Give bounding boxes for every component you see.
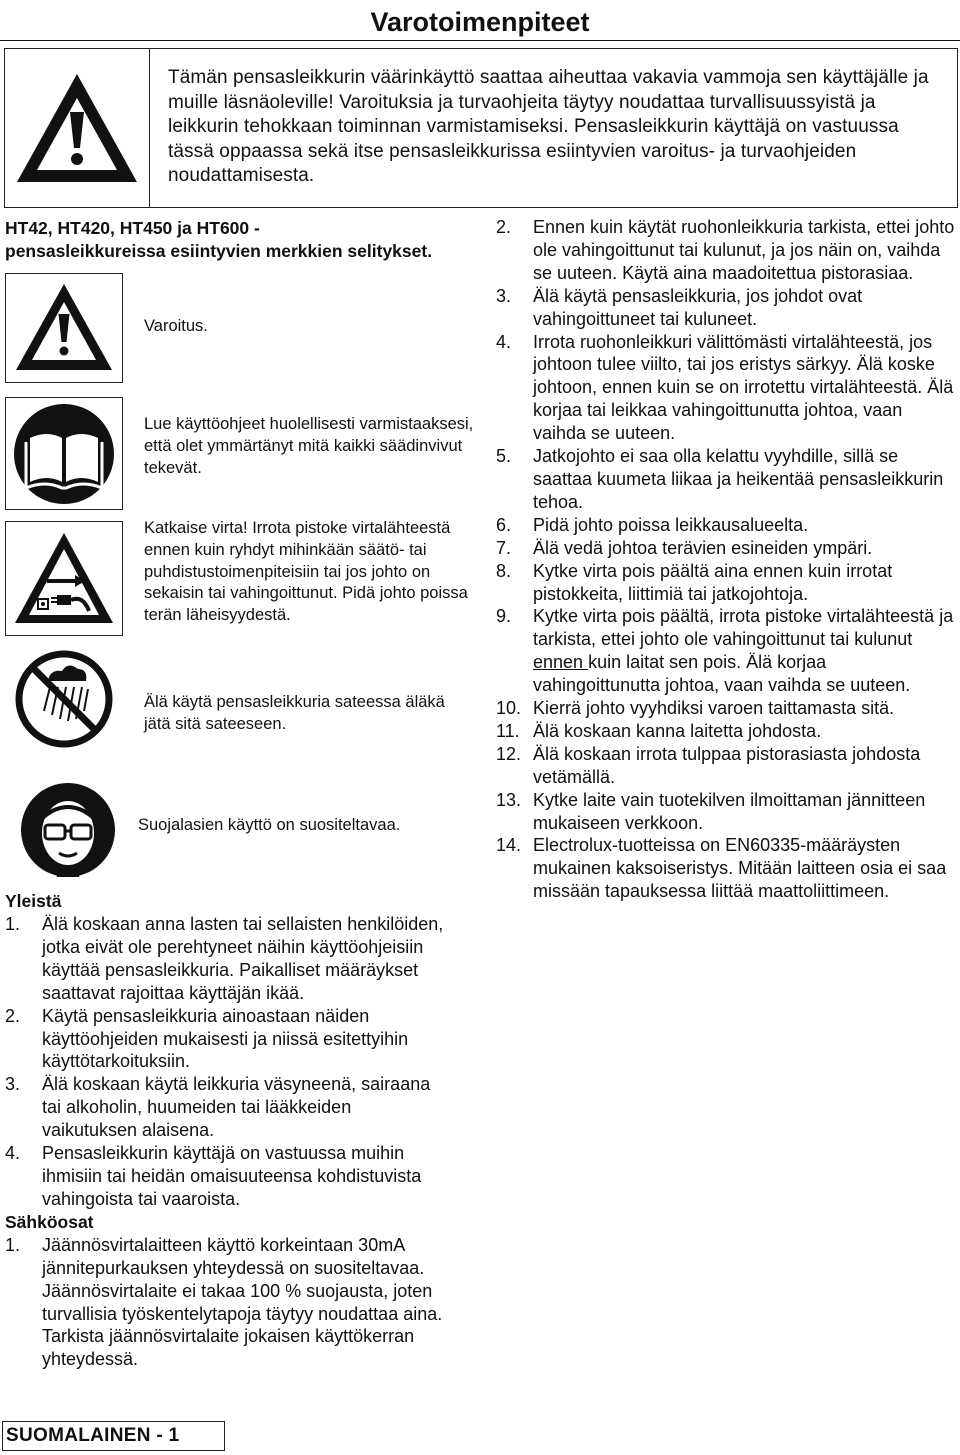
list-item: 1. Älä koskaan anna lasten tai sellaisten henkilöiden, jotka eivät ole perehtyneet näihin käyttöohjeisiin käyttää pensasleikkuria. Paikalliset määräykset saattavat rajoittaa käyttäjän ikää. — [5, 914, 444, 1003]
electrical-list-left — [5, 1234, 450, 1371]
symbols-heading — [5, 217, 485, 263]
list-item: 10. Kierrä johto vyyhdiksi varoen taittamasta sitä. — [496, 698, 895, 719]
general-heading: Yleistä — [5, 891, 62, 911]
warning-text: Tämän pensasleikkurin väärinkäyttö saattaa aiheuttaa vakavia vammoja sen käyttäjälle ja muille läsnäoleville! Varoituksia ja turvaohjeita täytyy noudattaa turvallisuussyistä ja leikkurin tehokkaan toiminnan varmistamiseksi. Pensasleikkurin käyttäjä on vastuussa tässä oppaassa sekä itse pensasleikkurissa esiintyvien varoitus- ja turvaohjeiden noudattamisesta. — [168, 67, 929, 186]
safety-glasses-icon — [19, 781, 117, 879]
list-item: 1. Jäännösvirtalaitteen käyttö korkeintaan 30mA jännitepurkauksen yhteydessä on suositeltavaa. Jäännösvirtalaite ei takaa 100 % suojausta, joten turvallisia työskentelytapoja täytyy noudattaa aina. Tarkista jäännösvirtalaite jokaisen käyttökerran yhteydessä. — [5, 1234, 443, 1370]
unplug-warning-icon — [11, 529, 117, 629]
list-item: 4. Irrota ruohonleikkuri välittömästi virtalähteestä, jos johtoon tulee viilto, tai jos eristys särkyy. Älä koske johtoon, ennen kuin se on irrotettu virtalähteestä. Älä korjaa tai leikkaa vahingoittunutta johtoa, vaan vaihda se uuteen. — [496, 331, 954, 444]
list-item: 4. Pensasleikkurin käyttäjä on vastuussa muihin ihmisiin tai heidän omaisuuteensa kohdistuvista vahingoista tai vaaroista. — [5, 1143, 422, 1209]
list-item: 8. Kytke virta pois päältä aina ennen kuin irrotat pistokkeita, liittimiä tai jatkojohtoja. — [496, 560, 893, 604]
list-item: 14. Electrolux-tuotteissa on EN60335-määräysten mukainen kaksoiseristys. Mitään laitteen osia ei saa missään tapauksessa liittää maattoliittimeen. — [496, 835, 947, 902]
list-item: 6. Pidä johto poissa leikkausalueelta. — [496, 514, 809, 535]
symbol-warning-frame — [5, 273, 123, 383]
list-item: 9. Kytke virta pois päältä, irrota pistoke virtalähteestä ja tarkista, ettei johto ole vahingoittunut tai kulunut ennen kuin laitat sen pois. Älä korjaa vahingoittunutta johtoa, vaan vaihda se uuteen. — [496, 606, 954, 696]
symbol-unplug-frame — [5, 521, 123, 636]
symbol-manual-frame — [5, 397, 123, 510]
symbol-unplug-text: Katkaise virta! Irrota pistoke virtalähteestä ennen kuin ryhdyt mihinkään säätö- tai puhdistustoimenpiteisiin tai jos johto on sekaisin tai vahingoittunut. Pidä johto poissa terän läheisyydestä. — [144, 519, 468, 625]
symbol-glasses-frame — [18, 780, 118, 880]
no-rain-icon — [14, 649, 114, 749]
list-item: 11. Älä koskaan kanna laitetta johdosta. — [496, 720, 822, 741]
symbol-rain-text: Älä käytä pensasleikkuria sateessa äläkä jätä sitä sateeseen. — [144, 693, 445, 733]
warning-icon-frame — [4, 48, 150, 208]
list-item: 12. Älä koskaan irrota tulppaa pistorasiasta johdosta vetämällä. — [496, 743, 921, 787]
general-section — [5, 890, 450, 1371]
symbol-glasses-text: Suojalasien käyttö on suositeltavaa. — [138, 816, 401, 834]
symbol-manual-text: Lue käyttöohjeet huolellisesti varmistaaksesi, että olet ymmärtänyt mitä kaikki säädinvivut tekevät. — [144, 415, 474, 477]
warning-triangle-icon — [13, 68, 141, 188]
page-title: Varotoimenpiteet — [370, 7, 590, 37]
list-item: 2. Käytä pensasleikkuria ainoastaan näiden käyttöohjeiden mukaisesti ja niissä esitettyihin käyttötarkoituksiin. — [5, 1005, 409, 1072]
title-divider — [0, 40, 960, 41]
electrical-list-right — [496, 216, 958, 903]
symbol-rain-frame — [14, 645, 114, 753]
list-item: 13. Kytke laite vain tuotekilven ilmoittaman jännitteen mukaiseen verkkoon. — [496, 789, 926, 833]
list-item: 3. Älä käytä pensasleikkuria, jos johdot ovat vahingoittuneet tai kuluneet. — [496, 285, 863, 329]
underlined-word: ennen — [533, 652, 589, 673]
list-item: 2. Ennen kuin käytät ruohonleikkuria tarkista, ettei johto ole vahingoittunut tai kulunut, ja jos näin on, vaihda se uuteen. Käytä aina maadoitettua pistorasiaa. — [496, 217, 955, 283]
electrical-heading: Sähköosat — [5, 1211, 94, 1232]
symbol-warning-text: Varoitus. — [144, 317, 208, 335]
list-item: 3. Älä koskaan käytä leikkuria väsyneenä, sairaana tai alkoholin, huumeiden tai lääkkeiden vaikutuksen alaisena. — [5, 1074, 431, 1141]
general-list — [5, 913, 450, 1211]
symbols-heading-line1: HT42, HT420, HT450 ja HT600 - — [5, 218, 260, 238]
electrical-section-continued — [496, 216, 958, 903]
symbols-heading-line2: pensasleikkureissa esiintyvien merkkien selitykset. — [5, 241, 433, 261]
read-manual-icon — [12, 402, 116, 506]
page-footer: SUOMALAINEN - 1 — [2, 1421, 225, 1451]
warning-triangle-icon — [12, 280, 116, 376]
list-item: 5. Jatkojohto ei saa olla kelattu vyyhdille, sillä se saattaa kuumeta liikaa ja heikentää pensasleikkurin tehoa. — [496, 446, 944, 512]
list-item: 7. Älä vedä johtoa terävien esineiden ympäri. — [496, 537, 873, 558]
